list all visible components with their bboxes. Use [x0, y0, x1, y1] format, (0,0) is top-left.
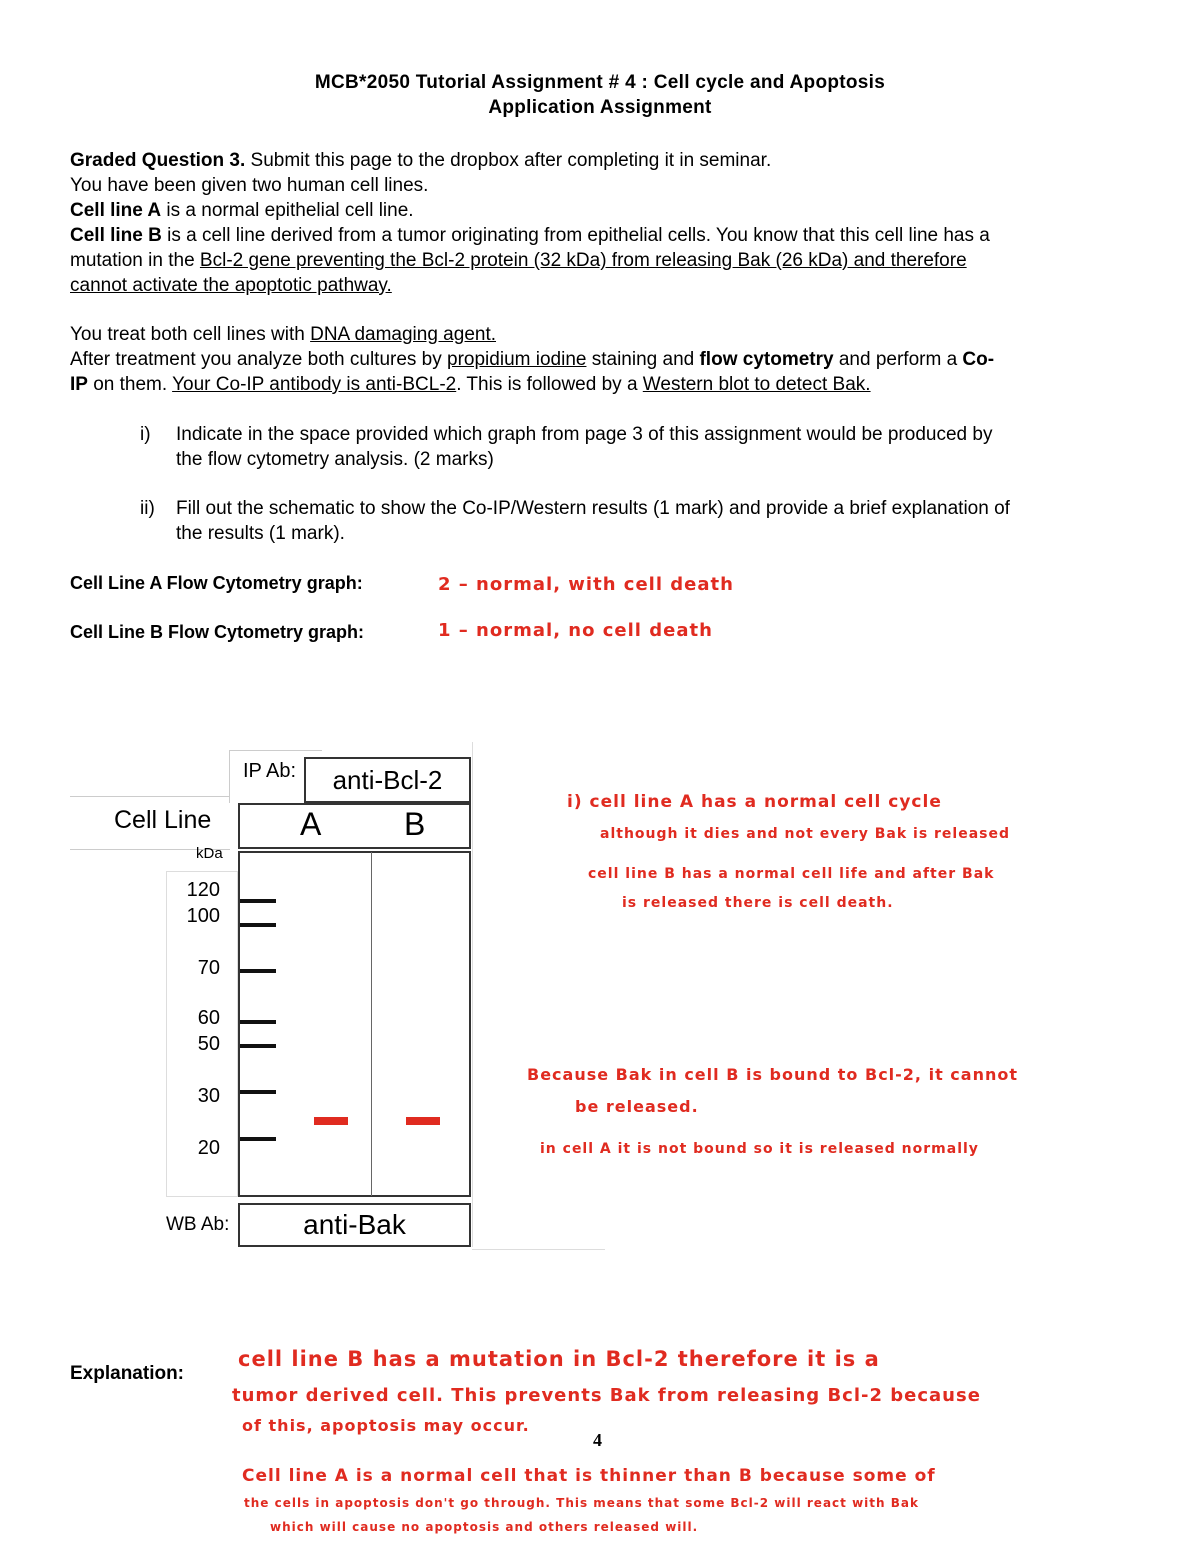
coip-line	[70, 374, 871, 396]
treatment-agent: DNA damaging agent.	[310, 324, 497, 345]
note-2a: cell line B has a normal cell life and after Bak	[588, 866, 995, 882]
page-subtitle: Application Assignment	[488, 97, 712, 118]
cell-line-b-line3	[70, 275, 392, 297]
lane-a-bak-band	[314, 1117, 348, 1125]
wb-ab-value: anti-Bak	[303, 1209, 406, 1240]
cell-line-b-graph-answer: 1 – normal, no cell death	[438, 620, 713, 641]
lane-header-box	[238, 803, 471, 849]
analysis-text-2: staining and	[586, 349, 700, 370]
item-i-number: i)	[140, 424, 151, 445]
treatment-pre: You treat both cell lines with	[70, 324, 311, 345]
note-3b: be released.	[575, 1097, 699, 1116]
item-ii-number: ii)	[140, 498, 155, 519]
explanation-line-1: cell line B has a mutation in Bcl-2 therefore it is a	[238, 1347, 880, 1371]
explanation-line-2: tumor derived cell. This prevents Bak from releasing Bcl-2 because	[232, 1385, 981, 1406]
analysis-coip: Co-	[962, 349, 995, 370]
ip-ab-label: IP Ab:	[243, 760, 297, 782]
cell-line-b-line3-underlined: cannot activate the apoptotic pathway.	[70, 275, 392, 296]
explanation-line-5: the cells in apoptosis don't go through. This means that some Bcl-2 will react with Bak	[244, 1496, 919, 1510]
analysis-text-3: and perform a	[833, 349, 963, 370]
marker-band-30	[240, 1090, 276, 1094]
explanation-line-6: which will cause no apoptosis and others released will.	[270, 1520, 699, 1534]
lane-a-label: A	[300, 806, 322, 842]
note-4: in cell A it is not bound so it is released normally	[540, 1141, 979, 1157]
cell-line-a-graph-answer: 2 – normal, with cell death	[438, 574, 734, 595]
cell-line-label: Cell Line	[114, 806, 212, 834]
cell-line-a-graph-label: Cell Line A Flow Cytometry graph:	[70, 573, 363, 593]
coip-text-2: . This is followed by a	[456, 374, 643, 395]
schematic-frame-right	[472, 742, 473, 1247]
marker-label-70: 70	[197, 957, 220, 979]
marker-band-50	[240, 1044, 276, 1048]
explanation-line-4: Cell line A is a normal cell that is thinner than B because some of	[242, 1466, 936, 1486]
cell-line-b-label: Cell line B	[70, 225, 162, 246]
note-1b: although it dies and not every Bak is released	[600, 826, 1011, 842]
treatment-line	[70, 324, 496, 346]
cell-line-b-text: is a cell line derived from a tumor originating from epithelial cells. You know that this cell line has a	[161, 225, 990, 246]
graded-question-text: Submit this page to the dropbox after completing it in seminar.	[245, 150, 772, 171]
marker-label-50: 50	[197, 1033, 220, 1055]
explanation-label: Explanation:	[70, 1363, 185, 1384]
marker-band-60	[240, 1020, 276, 1024]
coip-ip: IP	[70, 374, 88, 395]
explanation-line-3: of this, apoptosis may occur.	[242, 1416, 530, 1435]
coip-antibody: Your Co-IP antibody is anti-BCL-2	[172, 374, 457, 395]
cell-line-b-graph-label: Cell Line B Flow Cytometry graph:	[70, 622, 365, 642]
cell-line-a-text: is a normal epithelial cell line.	[161, 200, 414, 221]
wb-ab-label: WB Ab:	[166, 1214, 230, 1235]
analysis-text-1: After treatment you analyze both cultures by	[70, 349, 448, 370]
page-number: 4	[593, 1430, 602, 1450]
marker-label-30: 30	[197, 1085, 220, 1107]
marker-label-60: 60	[197, 1007, 220, 1029]
lane-divider	[371, 852, 372, 1196]
marker-label-20: 20	[197, 1137, 220, 1159]
item-ii-line1: Fill out the schematic to show the Co-IP/Western results (1 mark) and provide a brief explanation of	[176, 498, 1010, 519]
lane-b-label: B	[404, 806, 426, 842]
marker-band-70	[240, 969, 276, 973]
item-ii-line2: the results (1 mark).	[176, 523, 345, 544]
marker-label-100: 100	[186, 905, 220, 927]
note-1a: i) cell line A has a normal cell cycle	[567, 792, 942, 812]
cell-line-b-line	[70, 225, 990, 247]
graded-question-line	[70, 150, 771, 172]
lane-b-bak-band	[406, 1117, 440, 1125]
marker-band-100	[240, 923, 276, 927]
kda-label: kDa	[196, 845, 223, 862]
cell-line-a-line	[70, 200, 414, 222]
cell-line-b-line2-underlined: Bcl-2 gene preventing the Bcl-2 protein (32 kDa) from releasing Bak (26 kDa) and therefore	[199, 250, 967, 271]
cell-line-a-label: Cell line A	[70, 200, 162, 221]
note-2b: is released there is cell death.	[622, 895, 894, 911]
schematic-frame-bottom	[472, 1249, 605, 1250]
item-i-line1: Indicate in the space provided which graph from page 3 of this assignment would be produced by	[176, 424, 993, 445]
analysis-flow: flow cytometry	[699, 349, 834, 370]
analysis-stain: propidium iodine	[447, 349, 587, 370]
coip-western: Western blot to detect Bak.	[642, 374, 871, 395]
graded-question-label: Graded Question 3.	[70, 150, 246, 171]
cell-line-b-line2	[70, 250, 967, 272]
marker-label-120: 120	[186, 879, 220, 901]
coip-text-1: on them.	[87, 374, 173, 395]
item-i-line2: the flow cytometry analysis. (2 marks)	[176, 449, 494, 470]
analysis-line	[70, 349, 994, 371]
ip-ab-value: anti-Bcl-2	[332, 765, 443, 795]
page-title: MCB*2050 Tutorial Assignment # 4 : Cell cycle and Apoptosis	[314, 72, 886, 93]
given-text: You have been given two human cell lines.	[70, 175, 429, 196]
note-3a: Because Bak in cell B is bound to Bcl-2, it cannot	[527, 1065, 1018, 1084]
cell-line-b-line2-pre: mutation in the	[70, 250, 200, 271]
marker-band-120	[240, 899, 276, 903]
marker-band-20	[240, 1137, 276, 1141]
